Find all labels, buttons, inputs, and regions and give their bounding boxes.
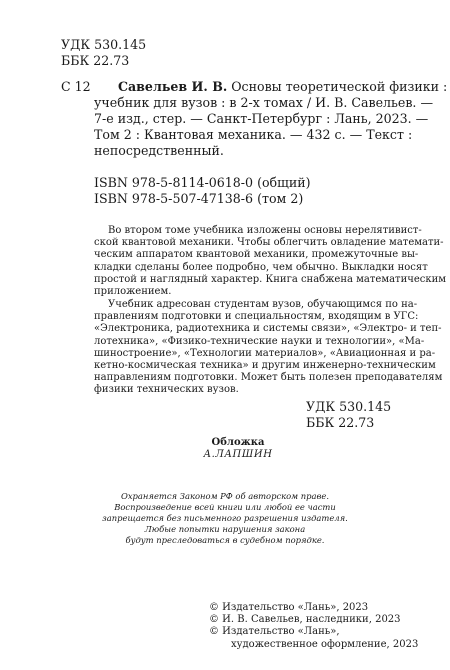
header-codes [61,37,146,69]
abstract-p2-line: кетно-космическая техника» и другим инженерно-техническим [94,360,436,372]
isbn-block [94,175,311,207]
abstract-p1-line: Во втором томе учебника изложены основы нерелятивист- [108,225,422,236]
abstract-p1-line: приложением. [94,286,172,298]
isbn-general: ISBN 978-5-8114-0618-0 (общий) [94,175,311,190]
catalog-record [118,79,448,95]
header-udk: УДК 530.145 [61,37,147,52]
abstract-p2-line: «Электроника, радиотехника и системы связи», «Электро- и теп- [94,323,442,335]
catalog-continuation [94,95,434,159]
abstract-p2-line: правлениям подготовки и специальностям, входящим в УГС: [94,311,419,323]
cover-credit [200,437,276,461]
copyright-line-4: художественное оформление, 2023 [231,638,419,650]
abstract-p2-line: шиностроение», «Технологии материалов», «Авиационная и ра- [94,347,436,359]
abstract-paragraph-1 [94,225,447,298]
abstract-p2-line: направлениям подготовки. Может быть полезен преподавателям [94,372,443,384]
abstract-paragraph-2 [94,299,443,397]
catalog-title: Основы теоретической физики : [231,79,448,94]
legal-line: запрещается без письменного разрешения издателя. [102,513,348,523]
isbn-volume: ISBN 978-5-507-47138-6 (том 2) [94,191,304,206]
abstract-p1-line: кладки сделаны более подробно, чем обычно. Выкладки носят [94,261,428,273]
catalog-line-3: 7-е изд., стер. — Санкт-Петербург : Лань, 2023. — [94,111,429,126]
footer-codes [306,399,391,431]
abstract-p2-line: физики технических вузов. [94,384,239,396]
footer-bbk: ББК 22.73 [306,415,375,430]
catalog-line-5: непосредственный. [94,143,224,158]
copyright-line-3: © Издательство «Лань», [209,626,340,638]
abstract-p1-line: простой и наглядный характер. Книга снабжена математическим [94,273,447,285]
cover-label: Обложка [211,437,265,448]
footer-udk: УДК 530.145 [306,399,392,414]
catalog-line-1 [118,79,448,95]
legal-line: Любые попытки нарушения закона [144,524,306,534]
abstract-p1-line: ческим аппаратом квантовой механики, промежуточные вы- [94,249,419,261]
legal-line: Воспроизведение всей книги или любой ее части [114,502,336,512]
catalog-author: Савельев И. В. [118,79,228,94]
copyright-line-1: © Издательство «Лань», 2023 [209,602,369,613]
abstract-p2-line: лотехника», «Физико-технические науки и технологии», «Ма- [94,335,425,347]
cover-artist: А.ЛАПШИН [203,449,273,461]
header-bbk: ББК 22.73 [61,53,130,68]
copyright-line-2: © И. В. Савельев, наследники, 2023 [209,614,401,626]
legal-line: Охраняется Законом РФ об авторском праве. [120,491,330,501]
catalog-line-2: учебник для вузов : в 2-х томах / И. В. Савельев. — [94,95,434,110]
legal-notice [100,491,350,546]
legal-line: будут преследоваться в судебном порядке. [125,535,325,545]
abstract-p1-line: ской квантовой механики. Чтобы облегчить овладение математи- [94,237,444,249]
abstract-p2-line: Учебник адресован студентам вузов, обучающимся по на- [108,299,418,310]
copyright-block [209,602,418,651]
catalog-code: С 12 [61,79,91,94]
catalog-line-4: Том 2 : Квантовая механика. — 432 с. — Текст : [94,127,413,142]
